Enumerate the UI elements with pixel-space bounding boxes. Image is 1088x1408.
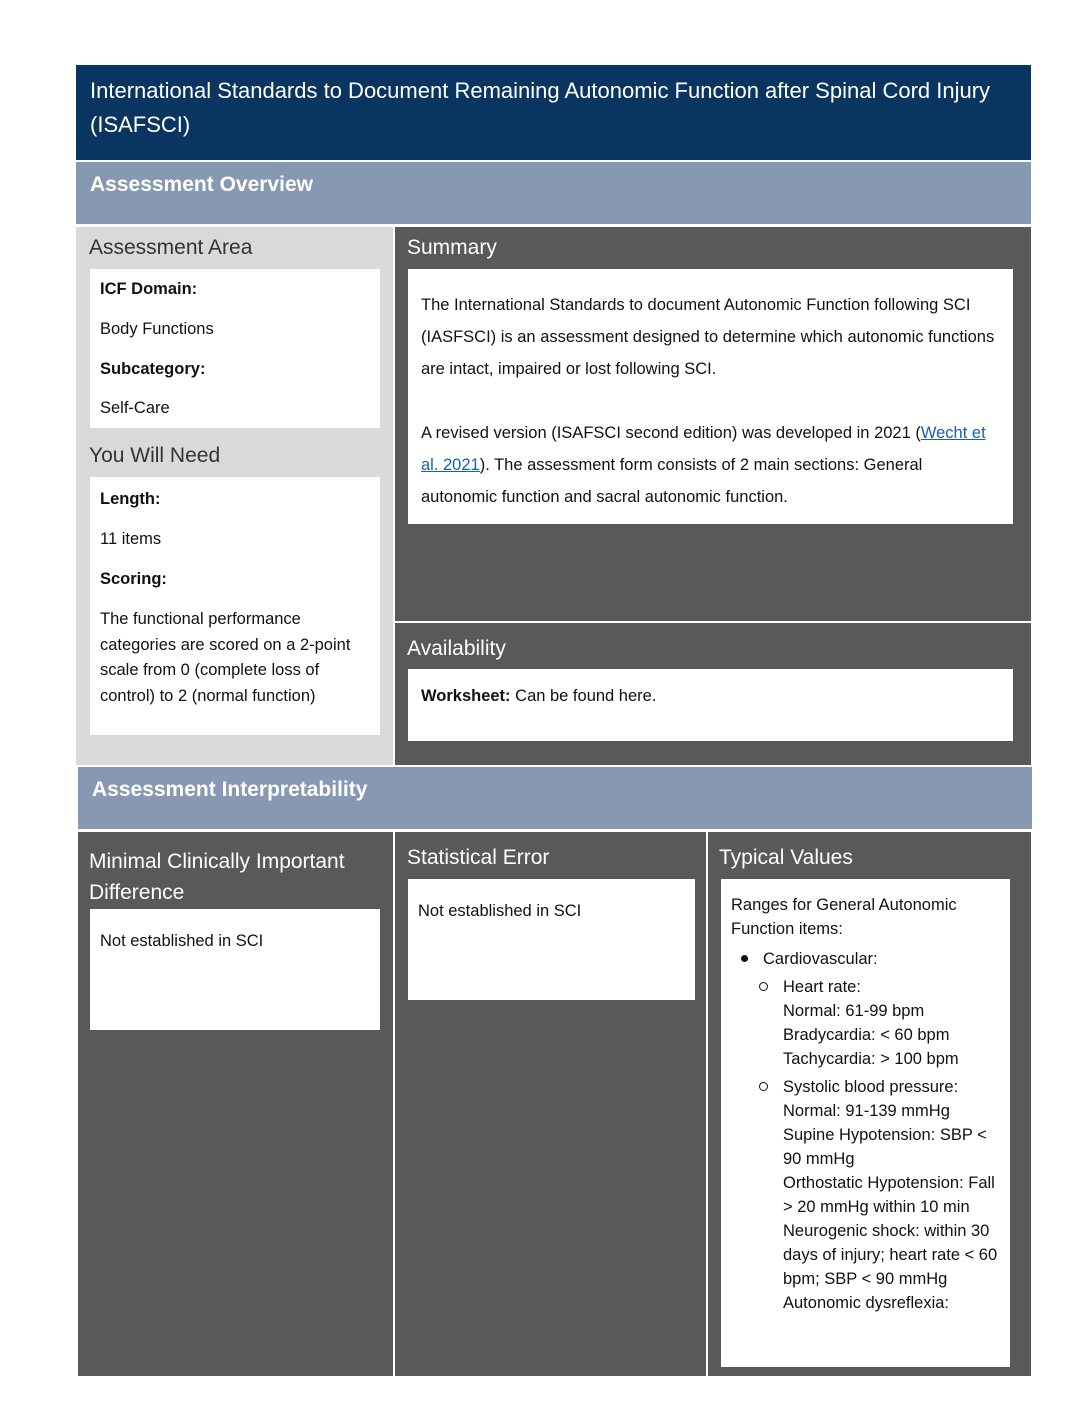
- sbp-item: [731, 1075, 1000, 1315]
- sbp-supine-hypotension: Supine Hypotension: SBP < 90 mmHg: [783, 1126, 987, 1168]
- statistical-error-card: [408, 879, 695, 1000]
- sbp-normal: Normal: 91-139 mmHg: [783, 1102, 950, 1120]
- typical-values-intro: Ranges for General Autonomic Function items:: [731, 896, 957, 938]
- typical-values-heading: Typical Values: [719, 846, 853, 869]
- assessment-interpretability-heading: Assessment Interpretability: [78, 767, 1032, 829]
- sbp-autonomic-dysreflexia: Autonomic dysreflexia:: [783, 1294, 949, 1312]
- statistical-error-text: Not established in SCI: [418, 902, 582, 920]
- summary-paragraph-1: The International Standards to document Autonomic Function following SCI (IASFSCI) is an assessment designed to determine which autonomic functions are intact, impaired or lost following SCI.: [421, 296, 995, 378]
- heart-rate-bradycardia: Bradycardia: < 60 bpm: [783, 1026, 950, 1044]
- you-will-need-heading: You Will Need: [89, 444, 221, 467]
- length-label: Length:: [100, 490, 161, 508]
- subcategory-label: Subcategory:: [100, 360, 206, 378]
- sbp-label: Systolic blood pressure:: [783, 1078, 959, 1096]
- heart-rate-normal: Normal: 61-99 bpm: [783, 1002, 925, 1020]
- heart-rate-tachycardia: Tachycardia: > 100 bpm: [783, 1050, 959, 1068]
- availability-heading: Availability: [407, 637, 506, 660]
- scoring-value: The functional performance categories are scored on a 2-point scale from 0 (complete loss of control) to 2 (normal function): [100, 610, 351, 705]
- wecht-2021-link[interactable]: Wecht et al. 2021: [421, 424, 986, 474]
- heart-rate-item: [731, 975, 1000, 1071]
- typical-values-card: [721, 879, 1010, 1367]
- summary-paragraph-2: A revised version (ISAFSCI second edition) was developed in 2021 (Wecht et al. 2021). The assessment form consists of 2 main sections: General autonomic function and sacral autonomic function.: [421, 424, 986, 506]
- availability-card: [408, 669, 1013, 741]
- mcid-text: Not established in SCI: [100, 932, 264, 950]
- heart-rate-label: Heart rate:: [783, 978, 861, 996]
- sbp-neurogenic-shock: Neurogenic shock: within 30 days of injury; heart rate < 60 bpm; SBP < 90 mmHg: [783, 1222, 998, 1288]
- assessment-area-card: [90, 269, 380, 428]
- summary-heading: Summary: [407, 236, 497, 259]
- document-title: International Standards to Document Remaining Autonomic Function after Spinal Cord Injury (ISAFSCI): [76, 65, 1031, 160]
- bullet-dot-icon: [741, 955, 748, 962]
- subcategory-value: Self-Care: [100, 399, 170, 417]
- worksheet-text[interactable]: Can be found here.: [510, 687, 657, 705]
- circle-bullet-icon: [759, 1082, 768, 1091]
- mcid-heading: Minimal Clinically Important Difference: [89, 850, 345, 904]
- you-will-need-card: [90, 477, 380, 735]
- icf-domain-value: Body Functions: [100, 320, 214, 338]
- circle-bullet-icon: [759, 982, 768, 991]
- scoring-label: Scoring:: [100, 570, 167, 588]
- mcid-card: [90, 909, 380, 1030]
- sbp-orthostatic-hypotension: Orthostatic Hypotension: Fall > 20 mmHg within 10 min: [783, 1174, 995, 1216]
- length-value: 11 items: [100, 530, 162, 548]
- icf-domain-label: ICF Domain:: [100, 280, 198, 298]
- summary-card: [408, 269, 1013, 524]
- assessment-overview-heading: Assessment Overview: [76, 162, 1031, 224]
- assessment-area-heading: Assessment Area: [89, 236, 253, 259]
- cardiovascular-bullet: Cardiovascular:: [731, 947, 1000, 971]
- statistical-error-heading: Statistical Error: [407, 846, 550, 869]
- worksheet-label: Worksheet:: [421, 687, 511, 705]
